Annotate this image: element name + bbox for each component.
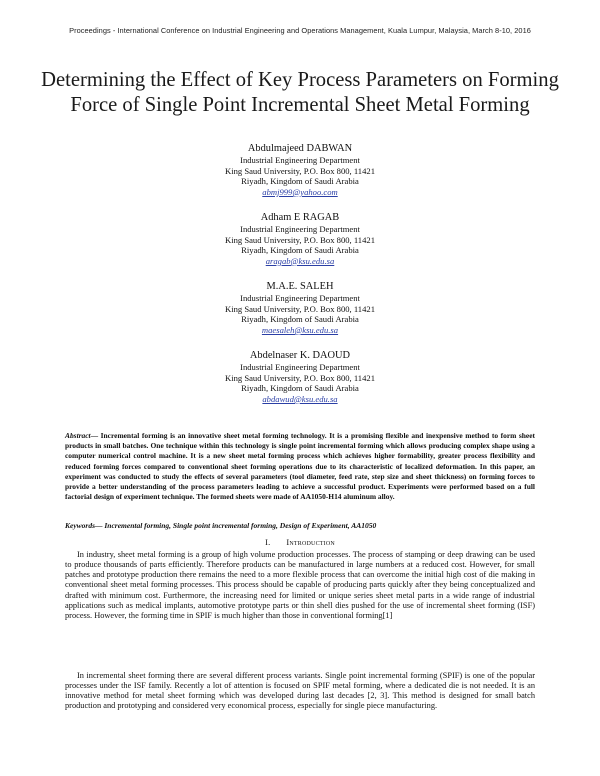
intro-paragraph-1	[65, 550, 535, 621]
author-block	[150, 349, 450, 418]
author-name: Abdelnaser K. DAOUD	[249, 350, 351, 361]
paper-title	[40, 68, 560, 118]
title-line-1: Determining the Effect of Key Process Parameters on Forming	[41, 69, 559, 91]
author-location: Riyadh, Kingdom of Saudi Arabia	[241, 245, 359, 256]
keywords-label: Keywords	[65, 521, 95, 530]
author-location: Riyadh, Kingdom of Saudi Arabia	[241, 383, 359, 394]
author-institution: King Saud University, P.O. Box 800, 11421	[225, 165, 375, 176]
author-block	[150, 142, 450, 211]
author-location: Riyadh, Kingdom of Saudi Arabia	[241, 176, 359, 187]
author-institution: King Saud University, P.O. Box 800, 11421	[225, 303, 375, 314]
author-email-link[interactable]: abdawud@ksu.edu.sa	[262, 393, 338, 404]
author-name: Abdulmajeed DABWAN	[247, 143, 353, 154]
abstract	[65, 431, 535, 502]
section-title: Introduction	[286, 538, 335, 547]
title-line-2: Force of Single Point Incremental Sheet Metal Forming	[70, 94, 530, 116]
author-department: Industrial Engineering Department	[240, 293, 360, 303]
author-institution: King Saud University, P.O. Box 800, 11421	[225, 372, 375, 383]
keywords-text: — Incremental forming, Single point incremental forming, Design of Experiment, AA1050	[95, 521, 377, 530]
author-email-link[interactable]: abmj999@yahoo.com	[262, 186, 338, 197]
abstract-text: — Incremental forming is an innovative sheet metal forming technology. It is a promising flexible and inexpensive method to form sheet products in small batches. One technique within this technology is single point incremental forming which allows producing complex shape using a computer numerical control machine. It is a new sheet metal forming process which achieves higher formability, greater process flexibility and reduced forming forces compared to conventional sheet forming operations due to its characteristic of localized deformation. In this paper, an experiment was conducted to study the effects of several parameters (tool diameter, feed rate, step size and sheet thickness) on forming forces to provide a better understanding of the process parameters leading to achieve a successful product. Experiments were performed based on a full factorial design of experiment technique. The formed sheets were made of AA1050-H14 aluminum alloy.	[65, 431, 535, 502]
author-name: Adham E RAGAB	[260, 212, 340, 223]
author-name: M.A.E. SALEH	[266, 281, 334, 292]
author-department: Industrial Engineering Department	[240, 362, 360, 372]
author-list	[150, 142, 450, 418]
author-block	[150, 280, 450, 349]
running-header: Proceedings - International Conference on Industrial Engineering and Operations Management, Kuala Lumpur, Malaysia, March 8-10, 2016	[69, 26, 531, 35]
paragraph-text: In industry, sheet metal forming is a group of high volume production processes. The process of stamping or deep drawing can be used to produce thousands of parts efficiently. Therefore products can be manufactured in large numbers at a reduced cost. However, for small patches and prototype production there remains the need to a more flexible process that can overcome the initial high cost of die making in conventional sheet metal forming processes. This process should be capable of producing parts quickly after they being conceptualized and drafted with minimum cost. Furthermore, the increasing need for limited or unique series sheet metal parts in a wide range of industrial applications such as medical implants, automotive prototype parts or thin shell dies pushed for the use of incremental sheet forming (ISF) process. However, the forming time in SPIF is much higher than those in conventional forming[1]	[65, 550, 535, 620]
author-location: Riyadh, Kingdom of Saudi Arabia	[241, 314, 359, 325]
section-number: I.	[265, 538, 271, 547]
author-department: Industrial Engineering Department	[240, 155, 360, 165]
author-block	[150, 211, 450, 280]
author-email-link[interactable]: maesaleh@ksu.edu.sa	[261, 324, 339, 335]
author-email-link[interactable]: aragab@ksu.edu.sa	[265, 255, 335, 266]
keywords	[65, 521, 535, 531]
author-institution: King Saud University, P.O. Box 800, 11421	[225, 234, 375, 245]
intro-paragraph-2	[65, 671, 535, 712]
author-department: Industrial Engineering Department	[240, 224, 360, 234]
abstract-label: Abstract	[65, 431, 91, 440]
section-heading	[0, 537, 600, 548]
paragraph-text: In incremental sheet forming there are several different process variants. Single point incremental forming (SPIF) is one of the popular processes under the ISF family. Recently a lot of attention is focused on SPIF metal forming, where a dedicated die is not needed. It is an innovative method for metal sheet forming which was developed during last decades [2, 3]. This method is designed for small batch production and prototyping and considered very economical process, especially for single piece manufacturing.	[65, 671, 535, 711]
